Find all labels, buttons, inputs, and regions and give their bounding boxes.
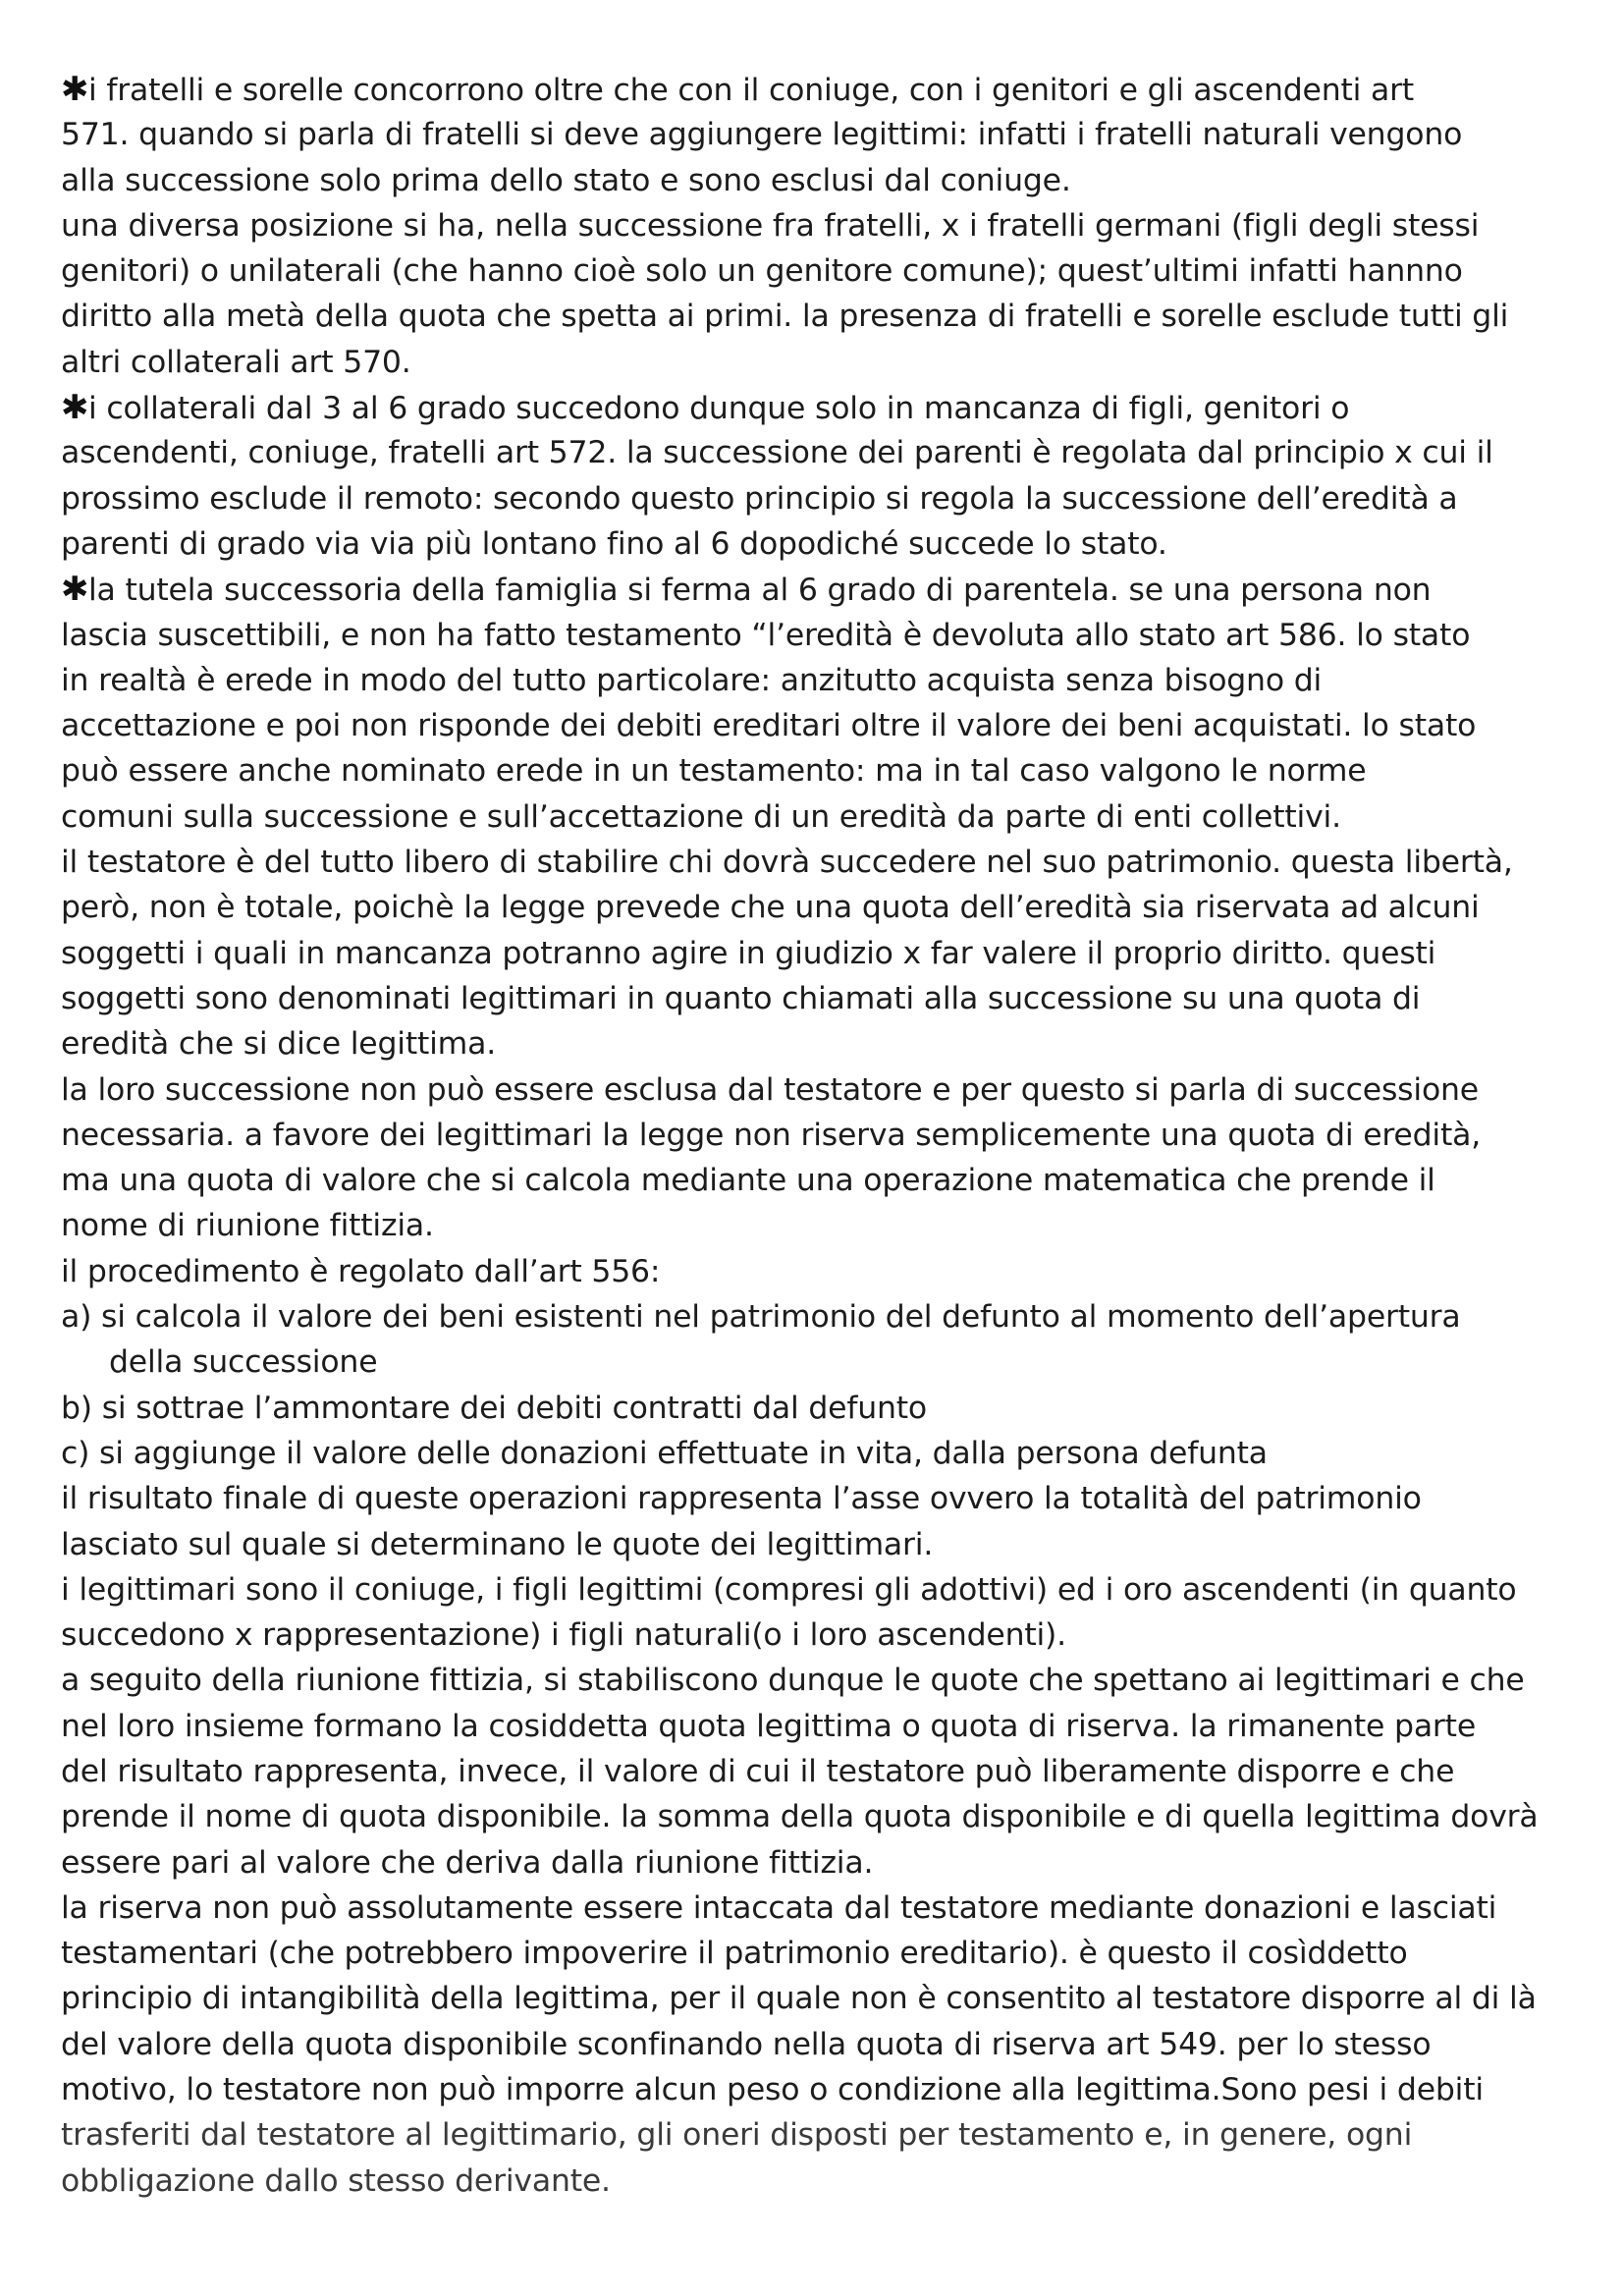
text-line-content: altri collaterali art 570. (61, 344, 411, 380)
text-line (61, 1886, 1573, 1931)
text-line-content: soggetti i quali in mancanza potranno agire in giudizio x far valere il proprio diritto. questi (61, 935, 1436, 971)
text-line-content: nome di riunione fittizia. (61, 1208, 434, 1244)
text-line-content: soggetti sono denominati legittimari in quanto chiamati alla successione su una quota di (61, 980, 1421, 1016)
text-line-content: motivo, lo testatore non può imporre alcun peso o condizione alla legittima.Sono pesi i debiti (61, 2072, 1484, 2108)
text-line (61, 1840, 1573, 1886)
text-line (61, 1067, 1573, 1113)
text-line-content: del valore della quota disponibile sconfinando nella quota di riserva art 549. per lo stesso (61, 2026, 1432, 2062)
text-line-content: la riserva non può assolutamente essere intaccata dal testatore mediante donazioni e lasciati (61, 1889, 1497, 1926)
text-line (61, 1203, 1573, 1248)
asterisk-bullet-icon: ✱ (61, 570, 89, 610)
text-line-content: succedono x rappresentazione) i figli naturali(o i loro ascendenti). (61, 1617, 1066, 1654)
text-line (61, 1613, 1573, 1658)
text-line-content: alla successione solo prima dello stato e sono esclusi dal coniuge. (61, 162, 1071, 198)
text-line-content: parenti di grado via via più lontano fino al 6 dopodiché succede lo stato. (61, 525, 1167, 562)
text-line-content: il procedimento è regolato dall’art 556: (61, 1253, 661, 1289)
text-line (61, 1339, 1573, 1385)
text-line-content: i legittimari sono il coniuge, i figli legittimi (compresi gli adottivi) ed i oro ascendenti (in quanto (61, 1571, 1517, 1608)
document-page (61, 67, 1573, 2204)
text-line-content: 571. quando si parla di fratelli si deve aggiungere legittimi: infatti i fratelli naturali vengono (61, 117, 1463, 153)
text-line-content: ma una quota di valore che si calcola mediante una operazione matematica che prende il (61, 1163, 1435, 1199)
text-line (61, 1386, 1573, 1431)
text-line (61, 1113, 1573, 1158)
text-line-content: una diversa posizione si ha, nella successione fra fratelli, x i fratelli germani (figli degli stessi (61, 207, 1480, 244)
text-line-content: la loro successione non può essere esclusa dal testatore e per questo si parla di successione (61, 1071, 1479, 1108)
text-line-content: c) si aggiunge il valore delle donazioni effettuate in vita, dalla persona defunta (61, 1435, 1268, 1471)
text-line-content: del risultato rappresenta, invece, il valore di cui il testatore può liberamente disporre e che (61, 1753, 1455, 1789)
text-line-content: prossimo esclude il remoto: secondo questo principio si regola la successione dell’eredità a (61, 480, 1458, 517)
text-line (61, 1021, 1573, 1066)
text-line (61, 2067, 1573, 2112)
text-line (61, 840, 1573, 885)
text-line (61, 294, 1573, 339)
text-line (61, 1567, 1573, 1613)
text-line (61, 158, 1573, 203)
text-line-content: obbligazione dallo stesso derivante. (61, 2162, 611, 2199)
text-line-content: genitori) o unilaterali (che hanno cioè solo un genitore comune); quest’ultimi infatti hannno (61, 253, 1463, 290)
text-line-content: eredità che si dice legittima. (61, 1026, 497, 1063)
text-line-content: della successione (109, 1344, 378, 1381)
text-line (61, 1931, 1573, 1976)
text-line-content: lasciato sul quale si determinano le quote dei legittimari. (61, 1526, 934, 1562)
text-line-content: a) si calcola il valore dei beni esistenti nel patrimonio del defunto al momento dell’apertura (61, 1299, 1461, 1336)
text-line (61, 1294, 1573, 1339)
text-line (61, 112, 1573, 157)
text-line-content: necessaria. a favore dei legittimari la legge non riserva semplicemente una quota di eredità, (61, 1117, 1482, 1153)
text-line (61, 430, 1573, 475)
text-line-content: trasferiti dal testatore al legittimario, gli oneri disposti per testamento e, in genere, ogni (61, 2117, 1413, 2154)
text-line (61, 1431, 1573, 1476)
text-line (61, 1658, 1573, 1703)
text-line (61, 2159, 1573, 2204)
text-line (61, 476, 1573, 521)
text-line (61, 203, 1573, 248)
text-line (61, 794, 1573, 840)
text-line-content: comuni sulla successione e sull’accettazione di un eredità da parte di enti collettivi. (61, 798, 1341, 835)
text-line (61, 2112, 1573, 2158)
text-line (61, 658, 1573, 703)
text-line-content: accettazione e poi non risponde dei debiti ereditari oltre il valore dei beni acquistati. lo stato (61, 708, 1477, 744)
text-line (61, 1704, 1573, 1749)
text-line (61, 340, 1573, 385)
text-line-content: ascendenti, coniuge, fratelli art 572. la successione dei parenti è regolata dal principio x cui il (61, 435, 1493, 471)
text-line-content: può essere anche nominato erede in un testamento: ma in tal caso valgono le norme (61, 753, 1367, 790)
text-line (61, 2022, 1573, 2067)
text-line-content: testamentari (che potrebbero impoverire il patrimonio ereditario). è questo il cosìddetto (61, 1936, 1408, 1972)
text-line-content: la tutela successoria della famiglia si ferma al 6 grado di parentela. se una persona non (88, 573, 1432, 609)
asterisk-bullet-icon: ✱ (61, 388, 89, 428)
text-line-content: il risultato finale di queste operazioni rappresenta l’asse ovvero la totalità del patrimonio (61, 1481, 1422, 1517)
text-line-content: nel loro insieme formano la cosiddetta quota legittima o quota di riserva. la rimanente parte (61, 1708, 1476, 1744)
text-line-content: prende il nome di quota disponibile. la somma della quota disponibile e di quella legittima dovrà (61, 1799, 1539, 1835)
text-line-content: a seguito della riunione fittizia, si stabiliscono dunque le quote che spettano ai legittimari e che (61, 1663, 1525, 1699)
text-line-content: diritto alla metà della quota che spetta ai primi. la presenza di fratelli e sorelle esclude tutti gli (61, 299, 1509, 335)
text-line (61, 885, 1573, 930)
asterisk-bullet-icon: ✱ (61, 70, 89, 109)
text-line-content: in realtà è erede in modo del tutto particolare: anzitutto acquista senza bisogno di (61, 662, 1323, 698)
text-line (61, 67, 1573, 112)
text-line (61, 976, 1573, 1021)
text-line-content: il testatore è del tutto libero di stabilire chi dovrà succedere nel suo patrimonio. questa libertà, (61, 845, 1513, 881)
text-line (61, 1522, 1573, 1567)
text-line (61, 748, 1573, 793)
text-line-content: i collaterali dal 3 al 6 grado succedono dunque solo in mancanza di figli, genitori o (88, 391, 1350, 427)
text-line-content: lascia suscettibili, e non ha fatto testamento “l’eredità è devoluta allo stato art 586. lo stato (61, 617, 1471, 653)
text-line (61, 1249, 1573, 1294)
text-line (61, 1976, 1573, 2021)
text-line-content: però, non è totale, poichè la legge prevede che una quota dell’eredità sia riservata ad alcuni (61, 890, 1480, 926)
text-line (61, 1476, 1573, 1521)
text-line (61, 1749, 1573, 1794)
text-line-content: b) si sottrae l’ammontare dei debiti contratti dal defunto (61, 1390, 927, 1426)
text-line (61, 931, 1573, 976)
text-line (61, 703, 1573, 748)
text-line-content: principio di intangibilità della legittima, per il quale non è consentito al testatore disporre al di là (61, 1981, 1537, 2017)
text-line (61, 613, 1573, 658)
text-line (61, 521, 1573, 567)
text-line-content: essere pari al valore che deriva dalla riunione fittizia. (61, 1844, 874, 1881)
text-line (61, 248, 1573, 294)
text-line (61, 1794, 1573, 1839)
text-line (61, 385, 1573, 430)
text-line-content: i fratelli e sorelle concorrono oltre che con il coniuge, con i genitori e gli ascendenti art (88, 73, 1415, 108)
text-line (61, 1158, 1573, 1203)
text-line (61, 567, 1573, 612)
